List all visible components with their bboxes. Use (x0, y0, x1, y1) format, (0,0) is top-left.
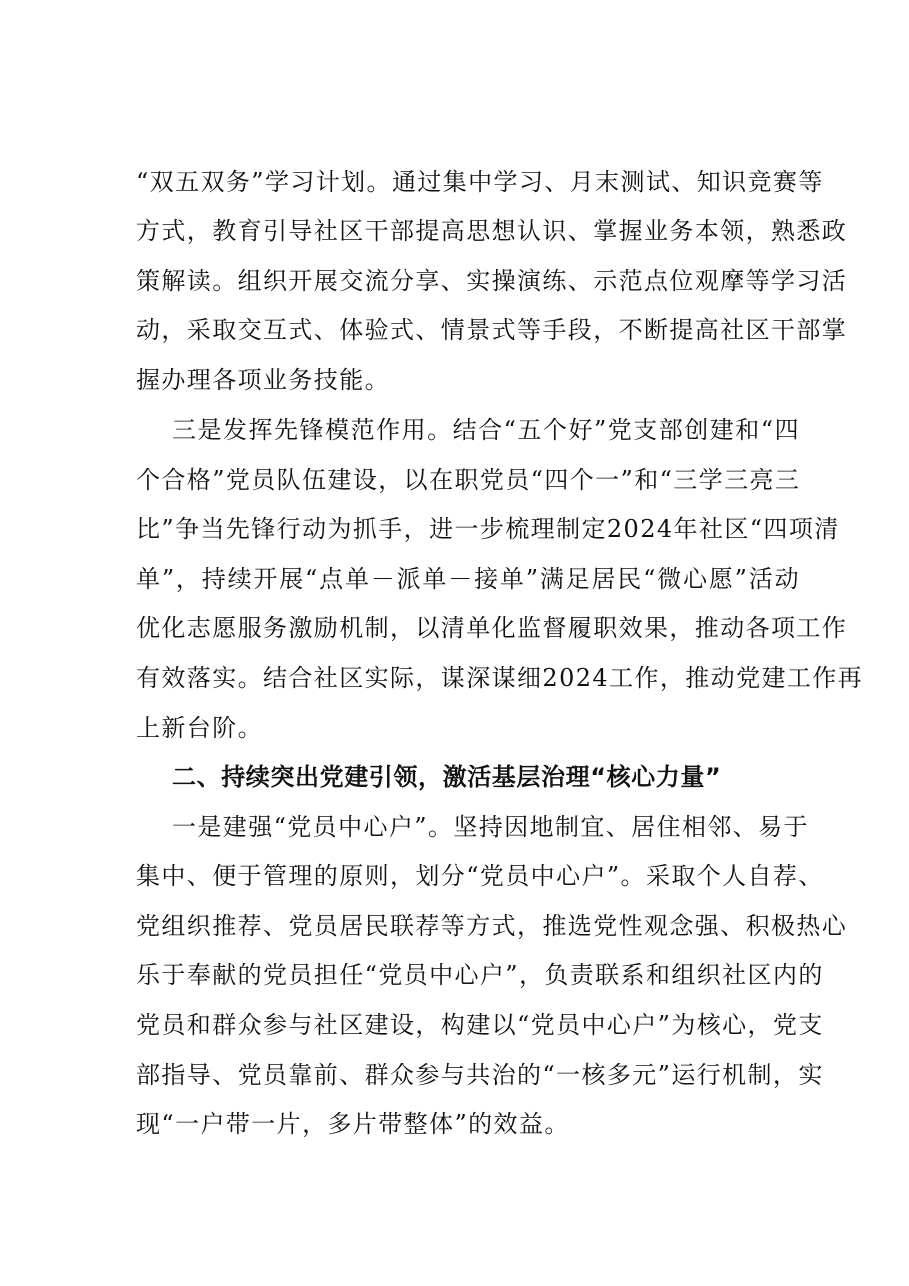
paragraph-line: 优化志愿服务激励机制，以清单化监督履职效果，推动各项工作 (136, 614, 848, 642)
paragraph-line: 握办理各项业务技能。 (136, 366, 390, 394)
paragraph-line: 部指导、党员靠前、群众参与共治的“一核多元”运行机制，实 (136, 1061, 824, 1089)
paragraph-line: 乐于奉献的党员担任“党员中心户”，负责联系和组织社区内的 (136, 961, 824, 989)
paragraph-line: 集中、便于管理的原则，划分“党员中心户”。采取个人自荐、 (136, 862, 824, 890)
paragraph-line: 单”，持续开展“点单－派单－接单”满足居民“微心愿”活动 (136, 565, 800, 593)
paragraph-line: 党组织推荐、党员居民联荐等方式，推选党性观念强、积极热心 (136, 912, 848, 940)
paragraph-line: 党员和群众参与社区建设，构建以“党员中心户”为核心，党支 (136, 1011, 824, 1039)
paragraph-line: 上新台阶。 (136, 714, 263, 742)
paragraph-line: 比”争当先锋行动为抓手，进一步梳理制定2024年社区“四项清 (136, 515, 840, 543)
paragraph-line: “双五双务”学习计划。通过集中学习、月末测试、知识竞赛等 (136, 168, 824, 196)
section-heading: 二、持续突出党建引领，激活基层治理“核心力量” (172, 763, 722, 791)
paragraph-line: 方式，教育引导社区干部提高思想认识、掌握业务本领，熟悉政 (136, 217, 848, 245)
paragraph-line: 策解读。组织开展交流分享、实操演练、示范点位观摩等学习活 (136, 267, 848, 295)
paragraph-line: 有效落实。结合社区实际，谋深谋细2024工作，推动党建工作再 (136, 664, 864, 692)
paragraph-line: 现“一户带一片，多片带整体”的效益。 (136, 1110, 570, 1138)
paragraph-line: 一是建强“党员中心户”。坚持因地制宜、居住相邻、易于 (172, 813, 809, 841)
paragraph-line: 三是发挥先锋模范作用。结合“五个好”党支部创建和“四 (172, 416, 800, 444)
paragraph-line: 个合格”党员队伍建设，以在职党员“四个一”和“三学三亮三 (136, 466, 801, 494)
paragraph-line: 动，采取交互式、体验式、情景式等手段，不断提高社区干部掌 (136, 316, 848, 344)
